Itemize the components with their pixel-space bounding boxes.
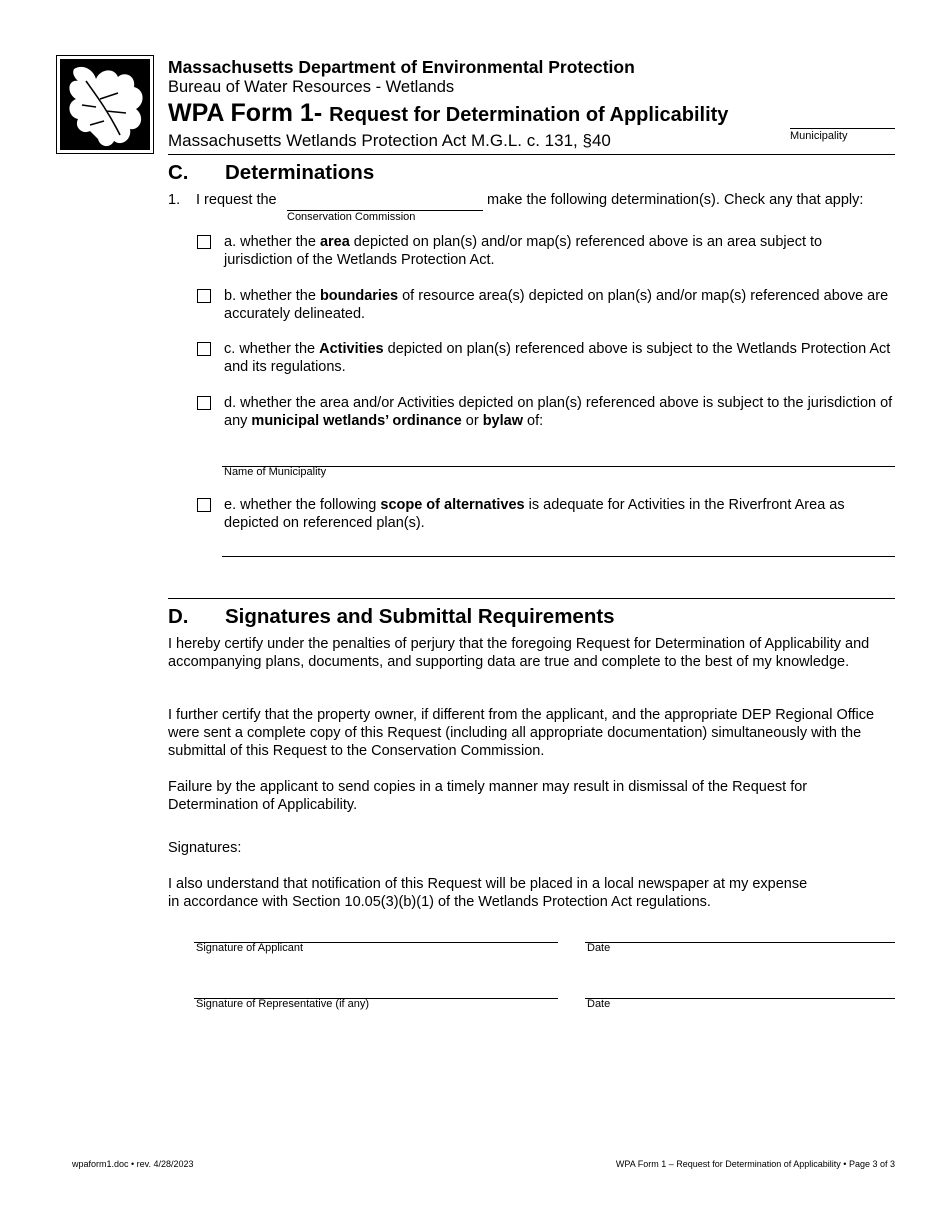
header-divider (168, 154, 895, 155)
footer-page-info: WPA Form 1 – Request for Determination of Applicability • Page 3 of 3 (615, 1159, 895, 1169)
municipality-name-label: Name of Municipality (224, 466, 327, 478)
oak-leaf-icon (60, 59, 150, 150)
newspaper-notice-line1: I also understand that notification of this Request will be placed in a local newspaper at my expense (168, 876, 808, 892)
section-c-letter: C. (168, 161, 189, 184)
section-c-title: Determinations (225, 161, 375, 184)
scope-of-alternatives-field[interactable] (222, 556, 895, 557)
option-b-text: b. whether the boundaries of resource area(s) depicted on plan(s) and/or map(s) referenced above are accurately delineated. (224, 288, 889, 322)
applicant-date-label: Date (587, 942, 611, 954)
owner-certification-paragraph: I further certify that the property owner, if different from the applicant, and the appropriate DEP Regional Office were sent a complete copy of this Request (including all appropriate documentation) simultaneously with the submittal of this Request to the Conservation Commission. (168, 707, 875, 759)
bureau-name: Bureau of Water Resources - Wetlands (168, 78, 455, 96)
section-d-divider (168, 598, 895, 599)
municipality-field[interactable] (790, 128, 895, 129)
form-title (168, 99, 728, 128)
option-e-text: e. whether the following scope of alternatives is adequate for Activities in the Riverfront Area as depicted on referenced plan(s). (224, 497, 845, 531)
agency-name: Massachusetts Department of Environmental Protection (168, 57, 635, 77)
signatures-heading: Signatures: (168, 840, 242, 856)
section-d-title: Signatures and Submittal Requirements (225, 605, 615, 628)
failure-notice-paragraph: Failure by the applicant to send copies in a timely manner may result in dismissal of the Request for Determination of Applicability. (168, 779, 808, 813)
form-subtitle: Request for Determination of Applicability (329, 104, 729, 126)
option-b-checkbox[interactable] (197, 289, 211, 303)
option-d-checkbox[interactable] (197, 396, 211, 410)
request-suffix: make the following determination(s). Check any that apply: (487, 192, 864, 208)
municipality-label: Municipality (790, 130, 848, 142)
option-a-checkbox[interactable] (197, 235, 211, 249)
applicant-signature-label: Signature of Applicant (196, 942, 304, 954)
section-d-letter: D. (168, 605, 189, 628)
certification-paragraph: I hereby certify under the penalties of perjury that the foregoing Request for Determination of Applicability and accompanying plans, documents, and supporting data are true and complete to the best of my knowledge. (168, 636, 870, 670)
applicant-date-field[interactable] (585, 942, 895, 943)
logo (56, 55, 154, 154)
conservation-commission-label: Conservation Commission (287, 211, 416, 223)
option-e-checkbox[interactable] (197, 498, 211, 512)
act-reference: Massachusetts Wetlands Protection Act M.G.L. c. 131, §40 (168, 131, 611, 150)
representative-date-field[interactable] (585, 998, 895, 999)
option-d-text: d. whether the area and/or Activities depicted on plan(s) referenced above is subject to the jurisdiction of any municipal wetlands’ ordinance or bylaw of: (224, 395, 893, 429)
form-name: WPA Form 1- (168, 99, 323, 127)
item-number: 1. (168, 192, 181, 208)
representative-date-label: Date (587, 998, 611, 1010)
option-a-text: a. whether the area depicted on plan(s) and/or map(s) referenced above is an area subject to jurisdiction of the Wetlands Protection Act. (224, 234, 823, 268)
option-c-text: c. whether the Activities depicted on plan(s) referenced above is subject to the Wetlands Protection Act and its regulations. (224, 341, 891, 375)
newspaper-notice-line2: in accordance with Section 10.05(3)(b)(1) of the Wetlands Protection Act regulations. (168, 894, 711, 910)
footer-revision: wpaform1.doc • rev. 4/28/2023 (72, 1159, 194, 1169)
option-c-checkbox[interactable] (197, 342, 211, 356)
request-prefix: I request the (196, 192, 277, 208)
representative-signature-label: Signature of Representative (if any) (196, 998, 370, 1010)
